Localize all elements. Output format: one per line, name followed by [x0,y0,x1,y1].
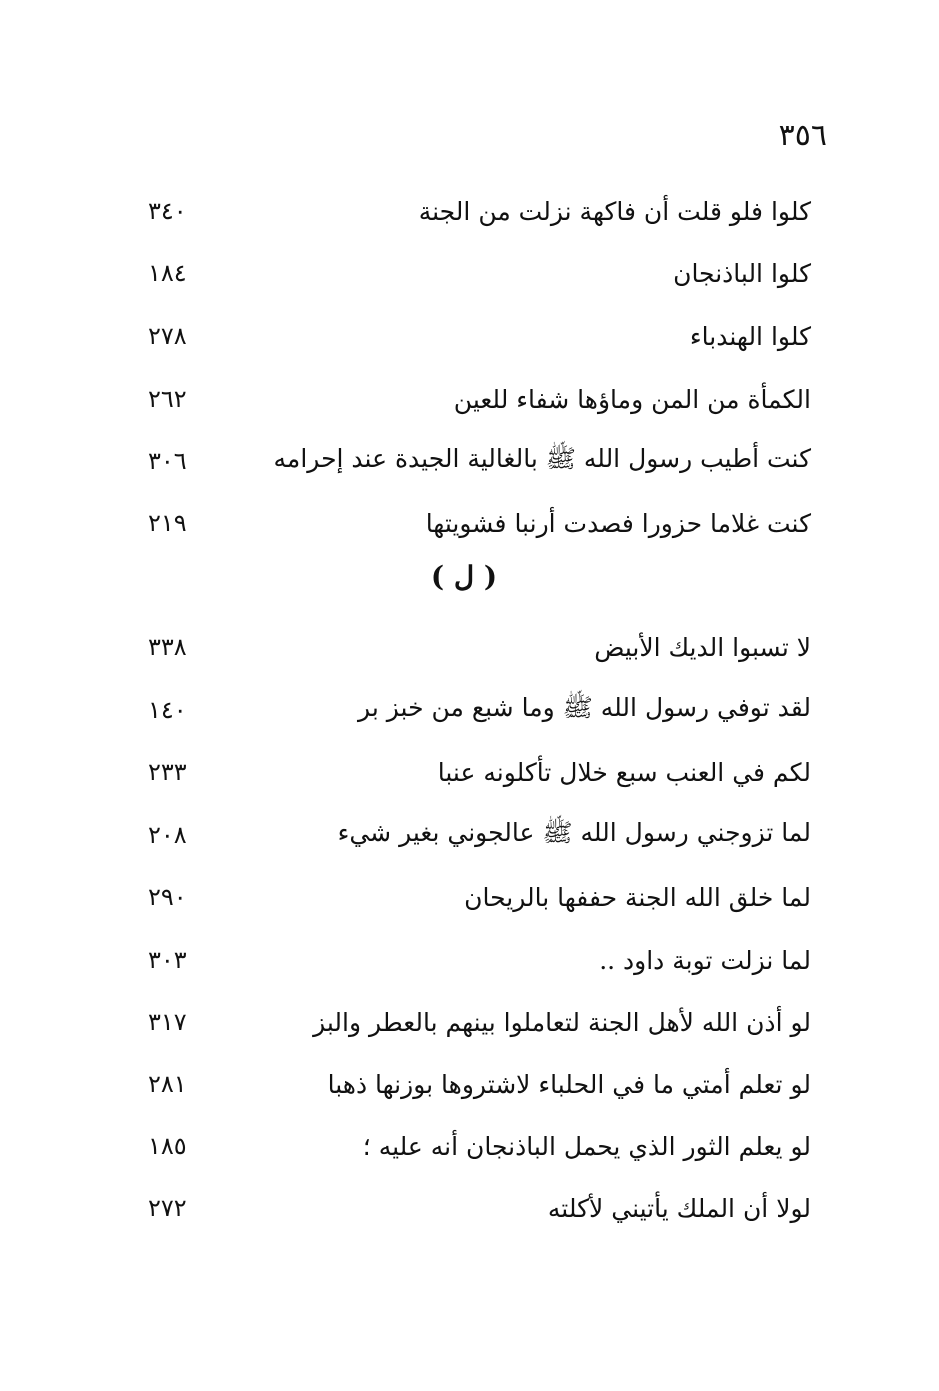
entry-text: لو أذن الله لأهل الجنة لتعاملوا بينهم بالعطر والبز [313,1007,811,1037]
entry-page-ref: ٣٣٨ [148,633,187,661]
entry-page-ref: ١٨٤ [148,259,187,287]
entry-text: الكمأة من المن وماؤها شفاء للعين [453,384,811,414]
entry-page-ref: ٣٠٦ [148,447,187,475]
index-entry [148,627,811,667]
entry-page-ref: ٢٣٣ [148,758,187,786]
entry-text: لو يعلم الثور الذي يحمل الباذنجان أنه عليه ؛ [362,1131,811,1161]
index-entry [148,1064,811,1104]
index-entry [148,752,811,792]
entry-page-ref: ٣٠٣ [148,946,187,974]
index-entry [148,1002,811,1042]
index-entry [148,253,811,293]
entry-page-ref: ٢١٩ [148,509,187,537]
index-entry [148,503,811,543]
index-entry [148,1126,811,1166]
entry-text: لولا أن الملك يأتيني لأكلته [547,1193,811,1223]
entry-page-ref: ٢٦٢ [148,385,187,413]
index-entry [148,940,811,980]
entry-page-ref: ٢٨١ [148,1070,187,1098]
entry-text: لا تسبوا الديك الأبيض [594,632,811,662]
index-entry [148,316,811,356]
index-entry [148,441,811,481]
entry-page-ref: ١٤٠ [148,696,187,724]
entry-page-ref: ٢٧٢ [148,1194,187,1222]
entry-text: كنت غلاما حزورا فصدت أرنبا فشويتها [425,508,811,538]
index-entry [148,815,811,855]
index-entry [148,690,811,730]
entry-text: لو تعلم أمتي ما في الحلباء لاشتروها بوزنها ذهبا [327,1069,811,1099]
index-entry [148,379,811,419]
entry-page-ref: ١٨٥ [148,1132,187,1160]
entry-page-ref: ٣١٧ [148,1008,187,1036]
entry-text: كنت أطيب رسول الله ﷺ بالغالية الجيدة عند إحرامه [273,443,811,473]
page-number: ٣٥٦ [778,118,827,153]
entry-text: كلوا فلو قلت أن فاكهة نزلت من الجنة [418,196,811,226]
entry-text: لقد توفي رسول الله ﷺ وما شبع من خبز بر [358,692,811,722]
entry-page-ref: ٣٤٠ [148,197,187,225]
entry-text: لما تزوجني رسول الله ﷺ عالجوني بغير شيء [337,817,811,847]
index-entry [148,191,811,231]
entry-text: كلوا الهندباء [689,321,811,351]
entry-page-ref: ٢٩٠ [148,883,187,911]
section-heading: ( ل ) [430,560,498,593]
entry-text: كلوا الباذنجان [673,258,811,288]
entry-page-ref: ٢٠٨ [148,821,187,849]
index-entry [148,877,811,917]
entry-page-ref: ٢٧٨ [148,322,187,350]
entry-text: لما خلق الله الجنة حففها بالريحان [464,882,811,912]
entry-text: لكم في العنب سبع خلال تأكلونه عنبا [437,757,811,787]
entry-text: لما نزلت توبة داود .. [599,945,811,975]
index-entry [148,1188,811,1228]
